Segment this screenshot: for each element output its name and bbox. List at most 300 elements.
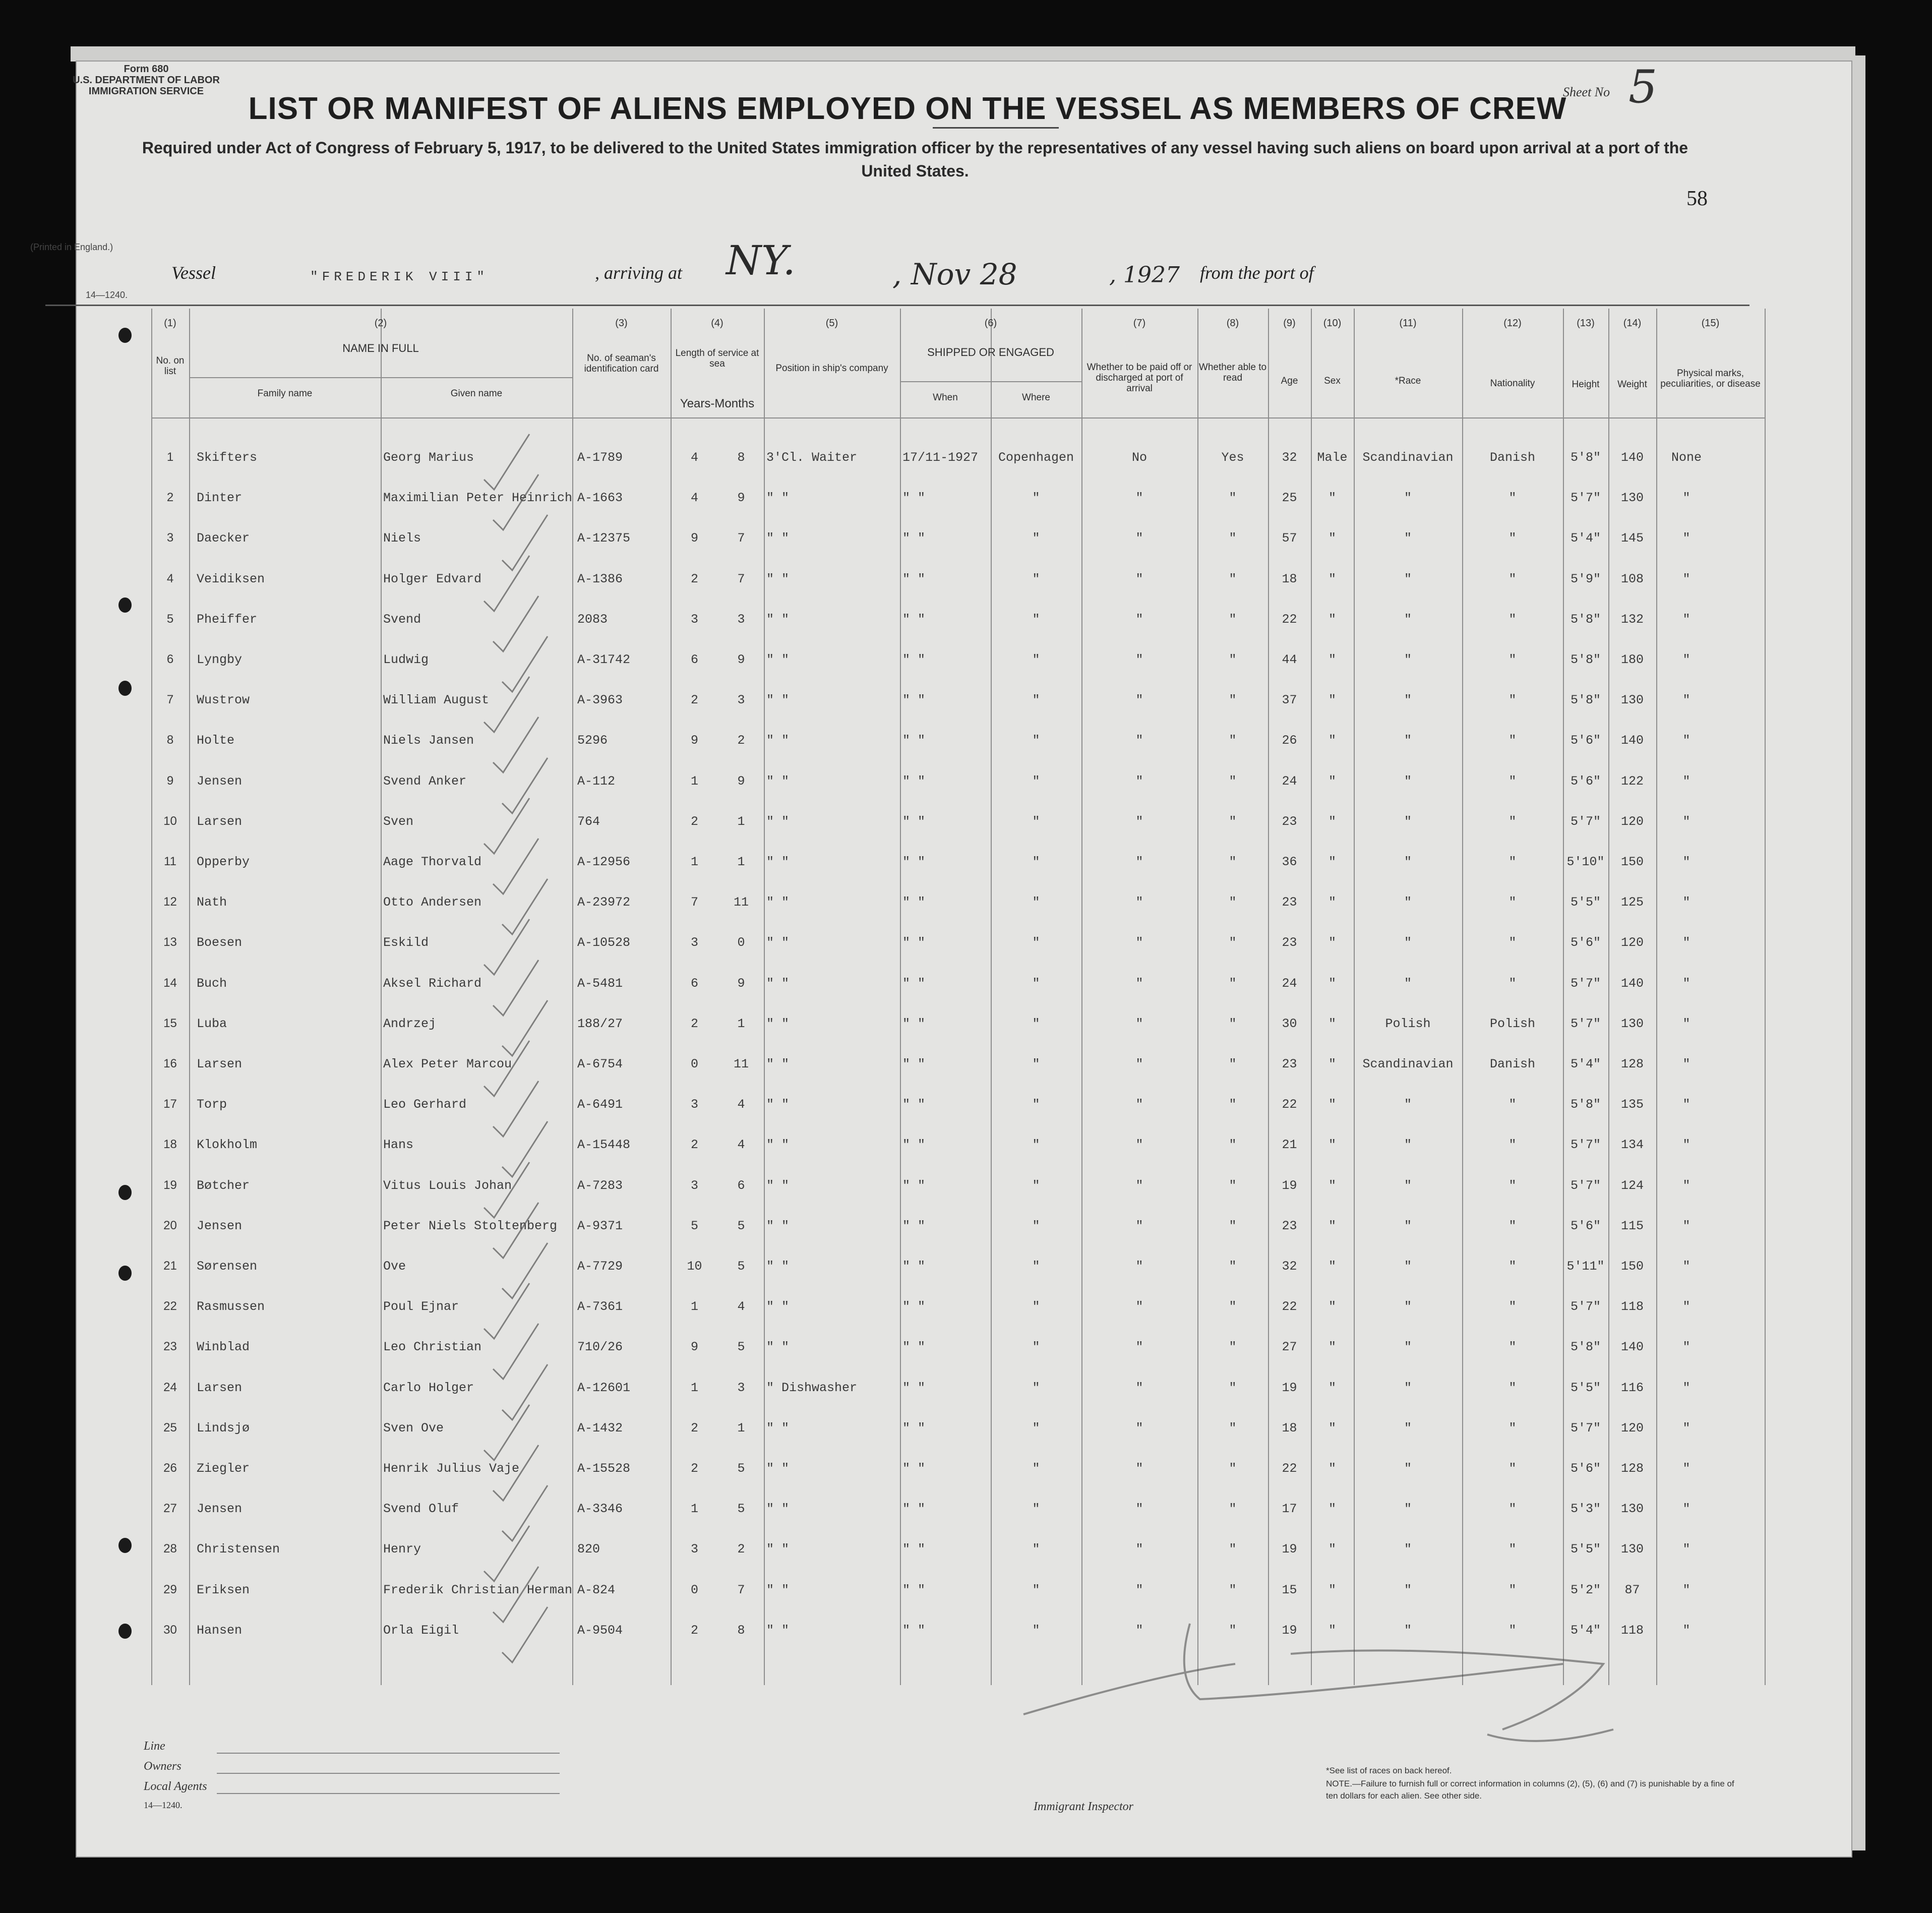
- race-cell: ": [1404, 612, 1412, 627]
- paid-off-cell: ": [1135, 976, 1143, 991]
- nationality-cell: ": [1508, 1138, 1517, 1152]
- weight-cell: 128: [1620, 1461, 1644, 1476]
- service-months-cell: 1: [737, 1421, 745, 1436]
- given-name-cell: William August: [383, 693, 490, 707]
- row-number-cell: 25: [163, 1421, 177, 1434]
- shipped-where-cell: ": [1032, 895, 1040, 910]
- position-cell: 3'Cl. Waiter: [766, 450, 858, 465]
- id-card-cell: A-12375: [577, 531, 631, 546]
- shipped-when-cell: " ": [902, 572, 926, 586]
- id-card-cell: A-3346: [577, 1502, 623, 1516]
- height-cell: 5'7": [1570, 976, 1601, 991]
- row-number-cell: 13: [163, 935, 177, 949]
- position-cell: " ": [766, 1583, 790, 1597]
- paid-off-cell: ": [1135, 1219, 1143, 1233]
- paid-off-cell: ": [1135, 1299, 1143, 1314]
- footer-local-agents-label: Local Agents: [144, 1780, 207, 1793]
- id-card-cell: A-3963: [577, 693, 623, 707]
- family-name-cell: Jensen: [197, 1219, 243, 1233]
- age-cell: 18: [1282, 1421, 1297, 1436]
- physical-marks-cell: ": [1682, 1219, 1690, 1233]
- family-name-cell: Opperby: [197, 855, 250, 869]
- row-number-cell: 27: [163, 1502, 177, 1515]
- footer-inspector-label: Immigrant Inspector: [1034, 1800, 1133, 1813]
- position-cell: " ": [766, 935, 790, 950]
- height-cell: 5'6": [1570, 935, 1601, 950]
- height-cell: 5'9": [1570, 572, 1601, 586]
- physical-marks-cell: ": [1682, 1017, 1690, 1031]
- shipped-where-cell: ": [1032, 652, 1040, 667]
- able-to-read-cell: ": [1229, 1017, 1237, 1031]
- arrival-date: , Nov 28: [892, 257, 1017, 291]
- able-to-read-cell: ": [1229, 693, 1237, 707]
- sex-cell: ": [1328, 1542, 1336, 1557]
- given-name-cell: Holger Edvard: [383, 572, 482, 586]
- id-card-cell: A-1386: [577, 572, 623, 586]
- height-cell: 5'8": [1570, 612, 1601, 627]
- service-months-cell: 5: [737, 1259, 745, 1274]
- family-name-cell: Skifters: [197, 450, 258, 465]
- shipped-where-cell: ": [1032, 491, 1040, 505]
- given-name-cell: Andrzej: [383, 1017, 437, 1031]
- height-cell: 5'2": [1570, 1583, 1601, 1597]
- service-years-cell: 3: [690, 1542, 698, 1557]
- row-number-cell: 3: [166, 531, 174, 545]
- weight-cell: 150: [1620, 855, 1644, 869]
- able-to-read-cell: ": [1229, 935, 1237, 950]
- header-when: When: [933, 392, 958, 403]
- physical-marks-cell: ": [1682, 1299, 1690, 1314]
- nationality-cell: ": [1508, 1461, 1517, 1476]
- shipped-where-cell: ": [1032, 612, 1040, 627]
- row-number-cell: 6: [166, 652, 174, 666]
- check-mark: [493, 1567, 538, 1622]
- sex-cell: ": [1328, 855, 1336, 869]
- physical-marks-cell: ": [1682, 855, 1690, 869]
- from-port-label: from the port of: [1200, 263, 1314, 283]
- header-length-service: Length of service at sea: [675, 348, 759, 369]
- id-card-cell: 764: [577, 814, 600, 829]
- family-name-cell: Bøtcher: [197, 1178, 250, 1193]
- race-cell: ": [1404, 1542, 1412, 1557]
- service-years-cell: 2: [690, 1017, 698, 1031]
- id-card-cell: A-1432: [577, 1421, 623, 1436]
- footer-note: NOTE.—Failure to furnish full or correct information in columns (2), (5), (6) and (7) is punishable by a fine of ten dollars for each alien. See other side.: [1326, 1779, 1734, 1801]
- sex-cell: ": [1328, 1299, 1336, 1314]
- age-cell: 19: [1282, 1542, 1297, 1557]
- id-card-cell: A-1789: [577, 450, 623, 465]
- position-cell: " ": [766, 895, 790, 910]
- physical-marks-cell: ": [1682, 693, 1690, 707]
- able-to-read-cell: ": [1229, 1381, 1237, 1395]
- age-cell: 32: [1282, 450, 1297, 465]
- service-years-cell: 9: [690, 531, 698, 546]
- id-card-cell: A-15528: [577, 1461, 631, 1476]
- department-label: U.S. DEPARTMENT OF LABOR: [73, 75, 220, 86]
- row-number-cell: 17: [163, 1097, 177, 1111]
- given-name-cell: Peter Niels Stoltenberg: [383, 1219, 558, 1233]
- check-mark: [502, 1607, 548, 1662]
- service-months-cell: 7: [737, 1583, 745, 1597]
- physical-marks-cell: ": [1682, 1461, 1690, 1476]
- height-cell: 5'11": [1566, 1259, 1605, 1274]
- weight-cell: 130: [1620, 1017, 1644, 1031]
- shipped-where-cell: ": [1032, 855, 1040, 869]
- id-card-cell: A-15448: [577, 1138, 631, 1152]
- row-number-cell: 10: [163, 814, 177, 828]
- id-card-cell: A-1663: [577, 491, 623, 505]
- paid-off-cell: ": [1135, 1259, 1143, 1274]
- service-months-cell: 3: [737, 1381, 745, 1395]
- shipped-where-cell: ": [1032, 1219, 1040, 1233]
- service-years-cell: 3: [690, 935, 698, 950]
- row-number-cell: 14: [163, 976, 177, 990]
- shipped-when-cell: " ": [902, 935, 926, 950]
- service-years-cell: 10: [687, 1259, 702, 1274]
- height-cell: 5'6": [1570, 774, 1601, 789]
- paid-off-cell: ": [1135, 1057, 1143, 1071]
- able-to-read-cell: ": [1229, 1583, 1237, 1597]
- footer-races-note: *See list of races on back hereof.: [1326, 1766, 1452, 1775]
- weight-cell: 115: [1620, 1219, 1644, 1233]
- physical-marks-cell: None: [1671, 450, 1702, 465]
- page-subtitle: Required under Act of Congress of February 5, 1917, to be delivered to the United States immigration officer by the representatives of any vessel having such aliens on board upon arrival at a port of the United States.: [142, 139, 1688, 180]
- paid-off-cell: ": [1135, 572, 1143, 586]
- column-number: (2): [374, 318, 387, 329]
- row-number-cell: 2: [166, 491, 174, 504]
- physical-marks-cell: ": [1682, 491, 1690, 505]
- nationality-cell: Polish: [1489, 1017, 1535, 1031]
- nationality-cell: ": [1508, 733, 1517, 748]
- weight-cell: 120: [1620, 814, 1644, 829]
- id-card-cell: A-7283: [577, 1178, 623, 1193]
- height-cell: 5'7": [1570, 1299, 1601, 1314]
- row-number-cell: 4: [166, 572, 174, 585]
- row-number-cell: 12: [163, 895, 177, 909]
- given-name-cell: Frederik Christian Herman: [383, 1583, 573, 1597]
- shipped-when-cell: " ": [902, 1017, 926, 1031]
- service-months-cell: 11: [733, 1057, 749, 1071]
- paid-off-cell: ": [1135, 1461, 1143, 1476]
- paid-off-cell: ": [1135, 491, 1143, 505]
- shipped-when-cell: " ": [902, 491, 926, 505]
- check-mark: [493, 1324, 538, 1379]
- shipped-when-cell: " ": [902, 814, 926, 829]
- height-cell: 5'6": [1570, 1219, 1601, 1233]
- shipped-when-cell: " ": [902, 652, 926, 667]
- age-cell: 23: [1282, 895, 1297, 910]
- given-name-cell: Sven: [383, 814, 414, 829]
- able-to-read-cell: ": [1229, 1259, 1237, 1274]
- check-mark: [493, 596, 538, 651]
- family-name-cell: Christensen: [197, 1542, 280, 1557]
- height-cell: 5'8": [1570, 1097, 1601, 1112]
- race-cell: ": [1404, 693, 1412, 707]
- age-cell: 21: [1282, 1138, 1297, 1152]
- shipped-where-cell: ": [1032, 1421, 1040, 1436]
- able-to-read-cell: ": [1229, 612, 1237, 627]
- weight-cell: 132: [1620, 612, 1644, 627]
- shipped-when-cell: " ": [902, 1623, 926, 1638]
- nationality-cell: Danish: [1489, 450, 1535, 465]
- position-cell: " ": [766, 572, 790, 586]
- arrival-year: , 1927: [1109, 262, 1180, 288]
- nationality-cell: ": [1508, 935, 1517, 950]
- id-card-cell: A-7729: [577, 1259, 623, 1274]
- sex-cell: ": [1328, 612, 1336, 627]
- service-years-cell: 2: [690, 693, 698, 707]
- paid-off-cell: ": [1135, 1623, 1143, 1638]
- weight-cell: 130: [1620, 693, 1644, 707]
- nationality-cell: ": [1508, 1421, 1517, 1436]
- shipped-when-cell: " ": [902, 1421, 926, 1436]
- header-height: Height: [1572, 379, 1600, 390]
- position-cell: " ": [766, 1340, 790, 1354]
- header-where: Where: [1022, 392, 1050, 403]
- sex-cell: ": [1328, 935, 1336, 950]
- paid-off-cell: ": [1135, 693, 1143, 707]
- able-to-read-cell: ": [1229, 1623, 1237, 1638]
- sex-cell: ": [1328, 1178, 1336, 1193]
- position-cell: " ": [766, 1138, 790, 1152]
- shipped-when-cell: " ": [902, 1542, 926, 1557]
- paid-off-cell: No: [1131, 450, 1147, 465]
- service-years-cell: 1: [690, 1299, 698, 1314]
- family-name-cell: Winblad: [197, 1340, 250, 1354]
- weight-cell: 122: [1620, 774, 1644, 789]
- row-number-cell: 5: [166, 612, 174, 626]
- shipped-when-cell: 17/11-1927: [902, 450, 979, 465]
- age-cell: 22: [1282, 1461, 1297, 1476]
- check-mark: [484, 1526, 529, 1581]
- race-cell: ": [1404, 491, 1412, 505]
- sex-cell: ": [1328, 1583, 1336, 1597]
- shipped-where-cell: ": [1032, 1381, 1040, 1395]
- row-number-cell: 16: [163, 1057, 177, 1070]
- sex-cell: ": [1328, 814, 1336, 829]
- able-to-read-cell: ": [1229, 652, 1237, 667]
- given-name-cell: Svend Oluf: [383, 1502, 459, 1516]
- id-card-cell: A-5481: [577, 976, 623, 991]
- weight-cell: 130: [1620, 491, 1644, 505]
- nationality-cell: ": [1508, 1583, 1517, 1597]
- id-card-cell: A-824: [577, 1583, 616, 1597]
- physical-marks-cell: ": [1682, 1381, 1690, 1395]
- paid-off-cell: ": [1135, 1381, 1143, 1395]
- race-cell: ": [1404, 1623, 1412, 1638]
- physical-marks-cell: ": [1682, 1421, 1690, 1436]
- service-years-cell: 1: [690, 1502, 698, 1516]
- position-cell: " ": [766, 693, 790, 707]
- service-years-cell: 4: [690, 491, 698, 505]
- id-card-cell: 5296: [577, 733, 608, 748]
- row-number-cell: 30: [163, 1623, 177, 1637]
- id-card-cell: A-23972: [577, 895, 631, 910]
- service-months-cell: 1: [737, 814, 745, 829]
- header-given-name: Given name: [450, 388, 503, 399]
- given-name-cell: Henry: [383, 1542, 421, 1557]
- nationality-cell: ": [1508, 1542, 1517, 1557]
- id-card-cell: A-9371: [577, 1219, 623, 1233]
- able-to-read-cell: ": [1229, 1138, 1237, 1152]
- weight-cell: 134: [1620, 1138, 1644, 1152]
- able-to-read-cell: ": [1229, 491, 1237, 505]
- shipped-when-cell: " ": [902, 855, 926, 869]
- shipped-when-cell: " ": [902, 1138, 926, 1152]
- age-cell: 36: [1282, 855, 1297, 869]
- position-cell: " ": [766, 733, 790, 748]
- shipped-where-cell: Copenhagen: [998, 450, 1074, 465]
- height-cell: 5'10": [1566, 855, 1605, 869]
- sex-cell: ": [1328, 1138, 1336, 1152]
- family-name-cell: Luba: [197, 1017, 227, 1031]
- header-age: Age: [1281, 376, 1298, 386]
- given-name-cell: Sven Ove: [383, 1421, 444, 1436]
- service-months-cell: 8: [737, 450, 745, 465]
- position-cell: " ": [766, 855, 790, 869]
- service-years-cell: 1: [690, 855, 698, 869]
- age-cell: 22: [1282, 1299, 1297, 1314]
- paid-off-cell: ": [1135, 855, 1143, 869]
- race-cell: ": [1404, 531, 1412, 546]
- given-name-cell: Leo Christian: [383, 1340, 482, 1354]
- shipped-when-cell: " ": [902, 612, 926, 627]
- shipped-where-cell: ": [1032, 693, 1040, 707]
- family-name-cell: Lindsjø: [197, 1421, 250, 1436]
- age-cell: 19: [1282, 1381, 1297, 1395]
- given-name-cell: Svend: [383, 612, 421, 627]
- sex-cell: ": [1328, 1097, 1336, 1112]
- nationality-cell: ": [1508, 612, 1517, 627]
- sex-cell: ": [1328, 1219, 1336, 1233]
- shipped-when-cell: " ": [902, 774, 926, 789]
- physical-marks-cell: ": [1682, 1502, 1690, 1516]
- family-name-cell: Wustrow: [197, 693, 250, 707]
- family-name-cell: Larsen: [197, 1057, 243, 1071]
- position-cell: " ": [766, 652, 790, 667]
- family-name-cell: Larsen: [197, 814, 243, 829]
- sex-cell: ": [1328, 652, 1336, 667]
- physical-marks-cell: ": [1682, 612, 1690, 627]
- shipped-when-cell: " ": [902, 1259, 926, 1274]
- service-years-cell: 1: [690, 1381, 698, 1395]
- family-name-cell: Pheiffer: [197, 612, 258, 627]
- sex-cell: ": [1328, 1381, 1336, 1395]
- weight-cell: 118: [1620, 1299, 1644, 1314]
- header-name-in-full: NAME IN FULL: [342, 342, 419, 354]
- sex-cell: ": [1328, 1502, 1336, 1516]
- service-months-cell: 6: [737, 1178, 745, 1193]
- age-cell: 23: [1282, 1057, 1297, 1071]
- service-years-cell: 3: [690, 1097, 698, 1112]
- paid-off-cell: ": [1135, 1421, 1143, 1436]
- column-number: (11): [1399, 318, 1417, 329]
- inspector-signature: [1023, 1624, 1613, 1741]
- nationality-cell: ": [1508, 814, 1517, 829]
- header-years-months: Years-Months: [680, 397, 755, 410]
- shipped-where-cell: ": [1032, 1057, 1040, 1071]
- row-number-cell: 20: [163, 1219, 177, 1232]
- service-years-cell: 9: [690, 1340, 698, 1354]
- nationality-cell: ": [1508, 976, 1517, 991]
- able-to-read-cell: ": [1229, 1219, 1237, 1233]
- weight-cell: 120: [1620, 1421, 1644, 1436]
- shipped-where-cell: ": [1032, 1178, 1040, 1193]
- header-paid-off: Whether to be paid off or discharged at port of arrival: [1086, 362, 1192, 394]
- sex-cell: ": [1328, 1421, 1336, 1436]
- shipped-where-cell: ": [1032, 814, 1040, 829]
- age-cell: 26: [1282, 733, 1297, 748]
- check-mark: [493, 474, 538, 530]
- footer-owners-label: Owners: [144, 1760, 182, 1773]
- race-cell: ": [1404, 1178, 1412, 1193]
- check-mark: [484, 434, 529, 490]
- height-cell: 5'7": [1570, 491, 1601, 505]
- id-card-cell: 710/26: [577, 1340, 623, 1354]
- shipped-when-cell: " ": [902, 1461, 926, 1476]
- given-name-cell: Leo Gerhard: [383, 1097, 467, 1112]
- nationality-cell: ": [1508, 1299, 1517, 1314]
- height-cell: 5'7": [1570, 1178, 1601, 1193]
- form-code: 14—1240.: [86, 290, 128, 300]
- service-months-cell: 7: [737, 572, 745, 586]
- weight-cell: 130: [1620, 1502, 1644, 1516]
- header-sex: Sex: [1324, 376, 1341, 386]
- id-card-cell: A-31742: [577, 652, 631, 667]
- race-cell: ": [1404, 572, 1412, 586]
- weight-cell: 130: [1620, 1542, 1644, 1557]
- service-years-cell: 7: [690, 895, 698, 910]
- shipped-when-cell: " ": [902, 1219, 926, 1233]
- age-cell: 15: [1282, 1583, 1297, 1597]
- column-number: (14): [1623, 318, 1642, 329]
- id-card-cell: A-9504: [577, 1623, 623, 1638]
- service-months-cell: 9: [737, 774, 745, 789]
- height-cell: 5'3": [1570, 1502, 1601, 1516]
- id-card-cell: A-12601: [577, 1381, 631, 1395]
- family-name-cell: Dinter: [197, 491, 243, 505]
- race-cell: Scandinavian: [1362, 450, 1454, 465]
- service-months-cell: 5: [737, 1340, 745, 1354]
- nationality-cell: Danish: [1489, 1057, 1535, 1071]
- sex-cell: ": [1328, 976, 1336, 991]
- position-cell: " ": [766, 1259, 790, 1274]
- footer-form-code: 14—1240.: [144, 1800, 183, 1810]
- age-cell: 19: [1282, 1178, 1297, 1193]
- family-name-cell: Jensen: [197, 774, 243, 789]
- given-name-cell: Ove: [383, 1259, 406, 1274]
- given-name-cell: Hans: [383, 1138, 414, 1152]
- service-years-cell: 2: [690, 1421, 698, 1436]
- sex-cell: ": [1328, 895, 1336, 910]
- row-number-cell: 11: [164, 855, 176, 868]
- nationality-cell: ": [1508, 652, 1517, 667]
- position-cell: " ": [766, 814, 790, 829]
- shipped-when-cell: " ": [902, 895, 926, 910]
- shipped-where-cell: ": [1032, 733, 1040, 748]
- service-months-cell: 4: [737, 1299, 745, 1314]
- weight-cell: 140: [1620, 1340, 1644, 1354]
- race-cell: ": [1404, 774, 1412, 789]
- race-cell: ": [1404, 855, 1412, 869]
- footer-rule: [217, 1753, 560, 1754]
- row-number-cell: 29: [163, 1583, 177, 1596]
- physical-marks-cell: ": [1682, 814, 1690, 829]
- form-number: Form 680: [124, 64, 169, 75]
- page-title: LIST OR MANIFEST OF ALIENS EMPLOYED ON THE VESSEL AS MEMBERS OF CREW: [248, 91, 1567, 126]
- family-name-cell: Holte: [197, 733, 235, 748]
- height-cell: 5'5": [1570, 1542, 1601, 1557]
